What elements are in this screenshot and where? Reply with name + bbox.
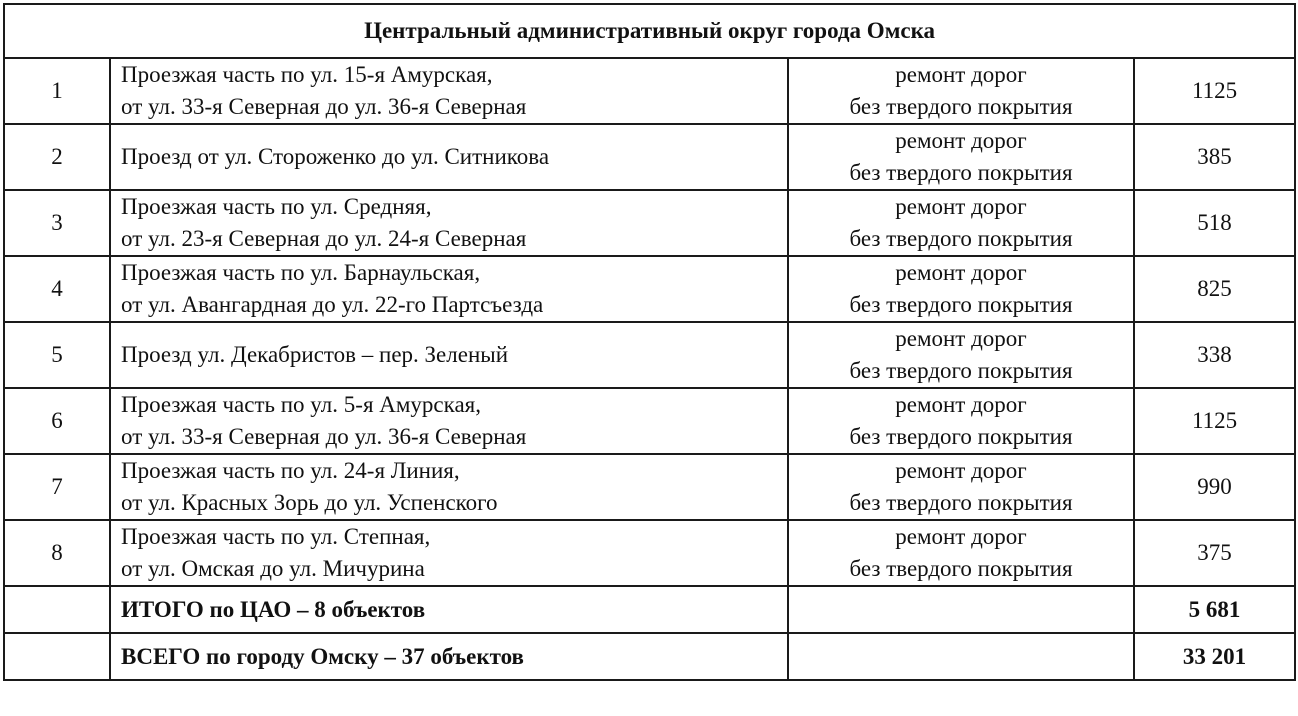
description-line: Проезжая часть по ул. 15-я Амурская, [121, 62, 493, 87]
work-type-line: ремонт дорог [895, 326, 1027, 351]
work-type-line: без твердого покрытия [849, 94, 1073, 119]
empty-cell [4, 586, 110, 633]
row-description [110, 124, 788, 190]
row-value: 825 [1134, 256, 1295, 322]
row-number: 7 [4, 454, 110, 520]
description-line: от ул. 23-я Северная до ул. 24-я Северная [121, 226, 527, 251]
district-table [3, 3, 1296, 681]
work-type-line: без твердого покрытия [849, 160, 1073, 185]
work-type-line: ремонт дорог [895, 524, 1027, 549]
row-work-type [788, 58, 1134, 124]
district-total-value: 5 681 [1134, 586, 1295, 633]
row-value: 518 [1134, 190, 1295, 256]
empty-cell [4, 633, 110, 680]
work-type-line: ремонт дорог [895, 458, 1027, 483]
empty-cell [788, 633, 1134, 680]
table-row [4, 124, 1295, 190]
row-value: 338 [1134, 322, 1295, 388]
district-title: Центральный административный округ города Омска [4, 4, 1295, 58]
description-line: от ул. Омская до ул. Мичурина [121, 556, 425, 581]
table-row [4, 58, 1295, 124]
work-type-line: ремонт дорог [895, 392, 1027, 417]
work-type-line: без твердого покрытия [849, 292, 1073, 317]
row-work-type [788, 322, 1134, 388]
table-row [4, 190, 1295, 256]
city-total-value: 33 201 [1134, 633, 1295, 680]
description-line: от ул. Авангардная до ул. 22-го Партсъезда [121, 292, 544, 317]
row-work-type [788, 190, 1134, 256]
row-number: 4 [4, 256, 110, 322]
work-type-line: ремонт дорог [895, 260, 1027, 285]
row-value: 1125 [1134, 388, 1295, 454]
row-number: 5 [4, 322, 110, 388]
description-line: Проезд от ул. Стороженко до ул. Ситникова [121, 144, 550, 169]
row-description [110, 190, 788, 256]
row-value: 385 [1134, 124, 1295, 190]
description-line: Проезжая часть по ул. 5-я Амурская, [121, 392, 482, 417]
row-work-type [788, 124, 1134, 190]
row-number: 6 [4, 388, 110, 454]
empty-cell [788, 586, 1134, 633]
table-row [4, 454, 1295, 520]
description-line: от ул. 33-я Северная до ул. 36-я Северная [121, 94, 527, 119]
city-total-row [4, 633, 1295, 680]
work-type-line: ремонт дорог [895, 62, 1027, 87]
row-number: 8 [4, 520, 110, 586]
row-work-type [788, 454, 1134, 520]
work-type-line: без твердого покрытия [849, 556, 1073, 581]
table-row [4, 322, 1295, 388]
work-type-line: ремонт дорог [895, 128, 1027, 153]
work-type-line: без твердого покрытия [849, 424, 1073, 449]
row-description [110, 388, 788, 454]
row-description [110, 58, 788, 124]
table-row [4, 256, 1295, 322]
work-type-line: без твердого покрытия [849, 490, 1073, 515]
row-work-type [788, 520, 1134, 586]
table-row [4, 388, 1295, 454]
work-type-line: без твердого покрытия [849, 358, 1073, 383]
row-work-type [788, 388, 1134, 454]
row-number: 3 [4, 190, 110, 256]
row-number: 1 [4, 58, 110, 124]
row-number: 2 [4, 124, 110, 190]
description-line: от ул. 33-я Северная до ул. 36-я Северная [121, 424, 527, 449]
row-value: 990 [1134, 454, 1295, 520]
description-line: от ул. Красных Зорь до ул. Успенского [121, 490, 498, 515]
row-work-type [788, 256, 1134, 322]
row-value: 375 [1134, 520, 1295, 586]
description-line: Проезжая часть по ул. Средняя, [121, 194, 432, 219]
row-value: 1125 [1134, 58, 1295, 124]
table-row [4, 520, 1295, 586]
description-line: Проезжая часть по ул. Степная, [121, 524, 431, 549]
row-description [110, 256, 788, 322]
row-description [110, 454, 788, 520]
district-total-row [4, 586, 1295, 633]
row-description [110, 520, 788, 586]
work-type-line: ремонт дорог [895, 194, 1027, 219]
row-description [110, 322, 788, 388]
district-title-row [4, 4, 1295, 58]
description-line: Проезжая часть по ул. Барнаульская, [121, 260, 481, 285]
work-type-line: без твердого покрытия [849, 226, 1073, 251]
description-line: Проезд ул. Декабристов – пер. Зеленый [121, 342, 509, 367]
description-line: Проезжая часть по ул. 24-я Линия, [121, 458, 460, 483]
district-total-label: ИТОГО по ЦАО – 8 объектов [110, 586, 788, 633]
city-total-label: ВСЕГО по городу Омску – 37 объектов [110, 633, 788, 680]
